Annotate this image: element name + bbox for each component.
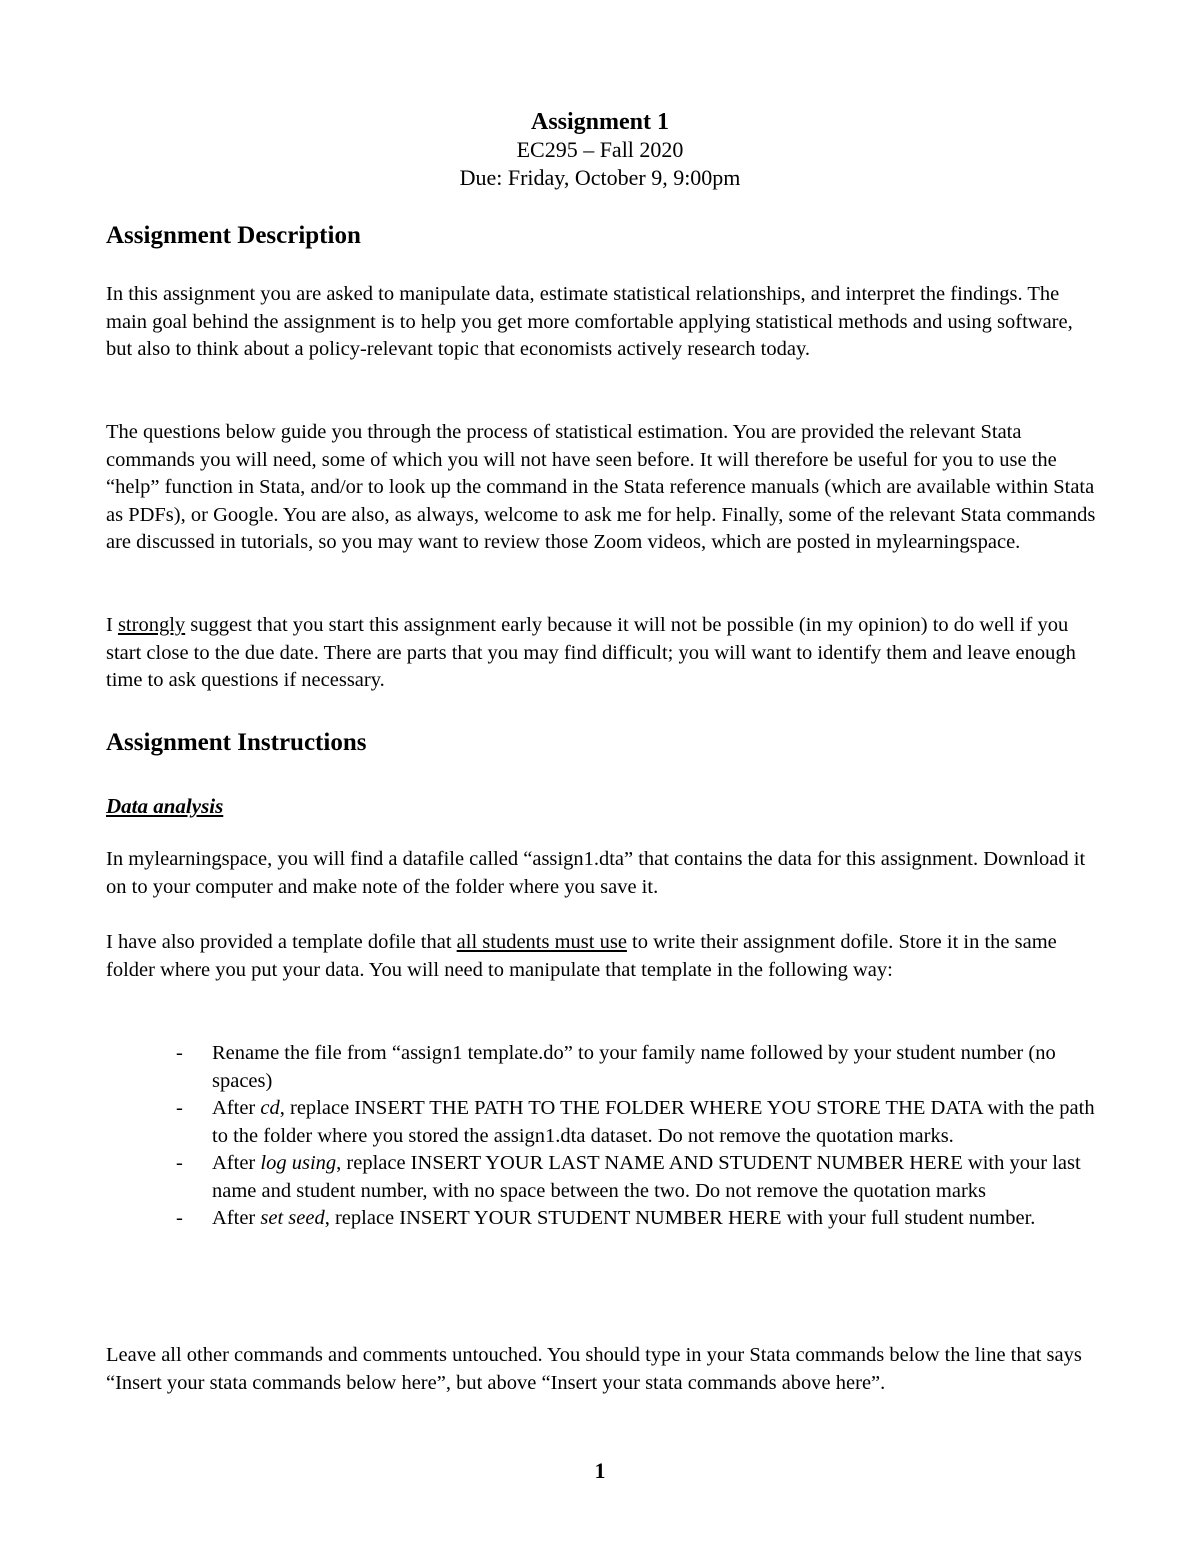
text-run: After xyxy=(212,1097,261,1119)
section-heading-instructions: Assignment Instructions xyxy=(106,729,367,756)
list-bullet: - xyxy=(176,1042,183,1064)
paragraph-text xyxy=(106,612,1096,695)
course-line: EC295 – Fall 2020 xyxy=(516,137,684,162)
description-paragraph-2 xyxy=(106,419,1096,557)
text-run: suggest that you start this assignment early because it will not be possible (in my opinion) to do well if you start close to the due date. There are parts that you may find difficult; you will want to identify them and leave enough time to ask questions if necessary. xyxy=(106,614,1076,691)
subheading-data-analysis: Data analysis xyxy=(106,794,224,818)
description-paragraph-3 xyxy=(106,612,1096,695)
text-run: I have also provided a template dofile that xyxy=(106,931,457,953)
paragraph-text: Leave all other commands and comments untouched. You should type in your Stata commands below the line that says “Insert your stata commands below here”, but above “Insert your stata commands above here”. xyxy=(106,1344,1082,1394)
due-date-line: Due: Friday, October 9, 9:00pm xyxy=(459,165,741,190)
text-run: After xyxy=(212,1207,261,1229)
list-bullet: - xyxy=(176,1097,183,1119)
paragraph-text xyxy=(106,929,1096,984)
instructions-paragraph-2 xyxy=(106,929,1096,984)
text-run: , replace INSERT YOUR LAST NAME AND STUDENT NUMBER HERE with your last name and student number, with no space between the two. Do not remove the quotation marks xyxy=(212,1152,1081,1202)
assignment-title: Assignment 1 xyxy=(530,109,669,135)
emphasis-italic: set seed xyxy=(260,1207,325,1229)
emphasis-underline: strongly xyxy=(117,614,186,636)
description-paragraph-1 xyxy=(106,281,1096,364)
paragraph-text: The questions below guide you through the process of statistical estimation. You are provided the relevant Stata commands you will need, some of which you will not have seen before. It will therefore be useful for you to use the “help” function in Stata, and/or to look up the command in the Stata reference manuals (which are available within Stata as PDFs), or Google. You are also, as always, welcome to ask me for help. Finally, some of the relevant Stata commands are discussed in tutorials, so you may want to review those Zoom videos, which are posted in mylearningspace. xyxy=(106,421,1096,553)
list-item xyxy=(106,1040,1096,1095)
paragraph-text: In this assignment you are asked to manipulate data, estimate statistical relationships, and interpret the findings. The main goal behind the assignment is to help you get more comfortable applying statistical methods and using software, but also to think about a policy-relevant topic that economists actively research today. xyxy=(106,283,1073,360)
list-item xyxy=(106,1150,1096,1205)
text-run: Rename the file from “assign1 template.do” to your family name followed by your student number (no spaces) xyxy=(212,1042,1056,1092)
section-heading-description: Assignment Description xyxy=(106,222,361,249)
emphasis-underline: all students must use xyxy=(456,931,627,953)
list-item xyxy=(106,1095,1096,1150)
list-bullet: - xyxy=(176,1152,183,1174)
emphasis-italic: log using xyxy=(260,1152,337,1174)
page-number: 1 xyxy=(594,1458,606,1483)
text-run: After xyxy=(212,1152,261,1174)
paragraph-text: In mylearningspace, you will find a datafile called “assign1.dta” that contains the data for this assignment. Download it on to your computer and make note of the folder where you save it. xyxy=(106,848,1086,898)
template-steps-list xyxy=(106,1040,1096,1233)
text-run: , replace INSERT YOUR STUDENT NUMBER HERE with your full student number. xyxy=(324,1207,1036,1229)
emphasis-italic: cd xyxy=(260,1097,280,1119)
instructions-paragraph-1 xyxy=(106,846,1096,901)
text-run: I xyxy=(106,614,118,636)
list-bullet: - xyxy=(176,1207,183,1229)
instructions-paragraph-3 xyxy=(106,1342,1096,1397)
document-header xyxy=(0,108,1200,192)
text-run: , replace INSERT THE PATH TO THE FOLDER WHERE YOU STORE THE DATA with the path to the folder where you stored the assign1.dta dataset. Do not remove the quotation marks. xyxy=(212,1097,1095,1147)
text-run: to write their assignment dofile. Store it in the same folder where you put your data. You will need to manipulate that template in the following way: xyxy=(106,931,1057,981)
list-item xyxy=(106,1205,1096,1233)
